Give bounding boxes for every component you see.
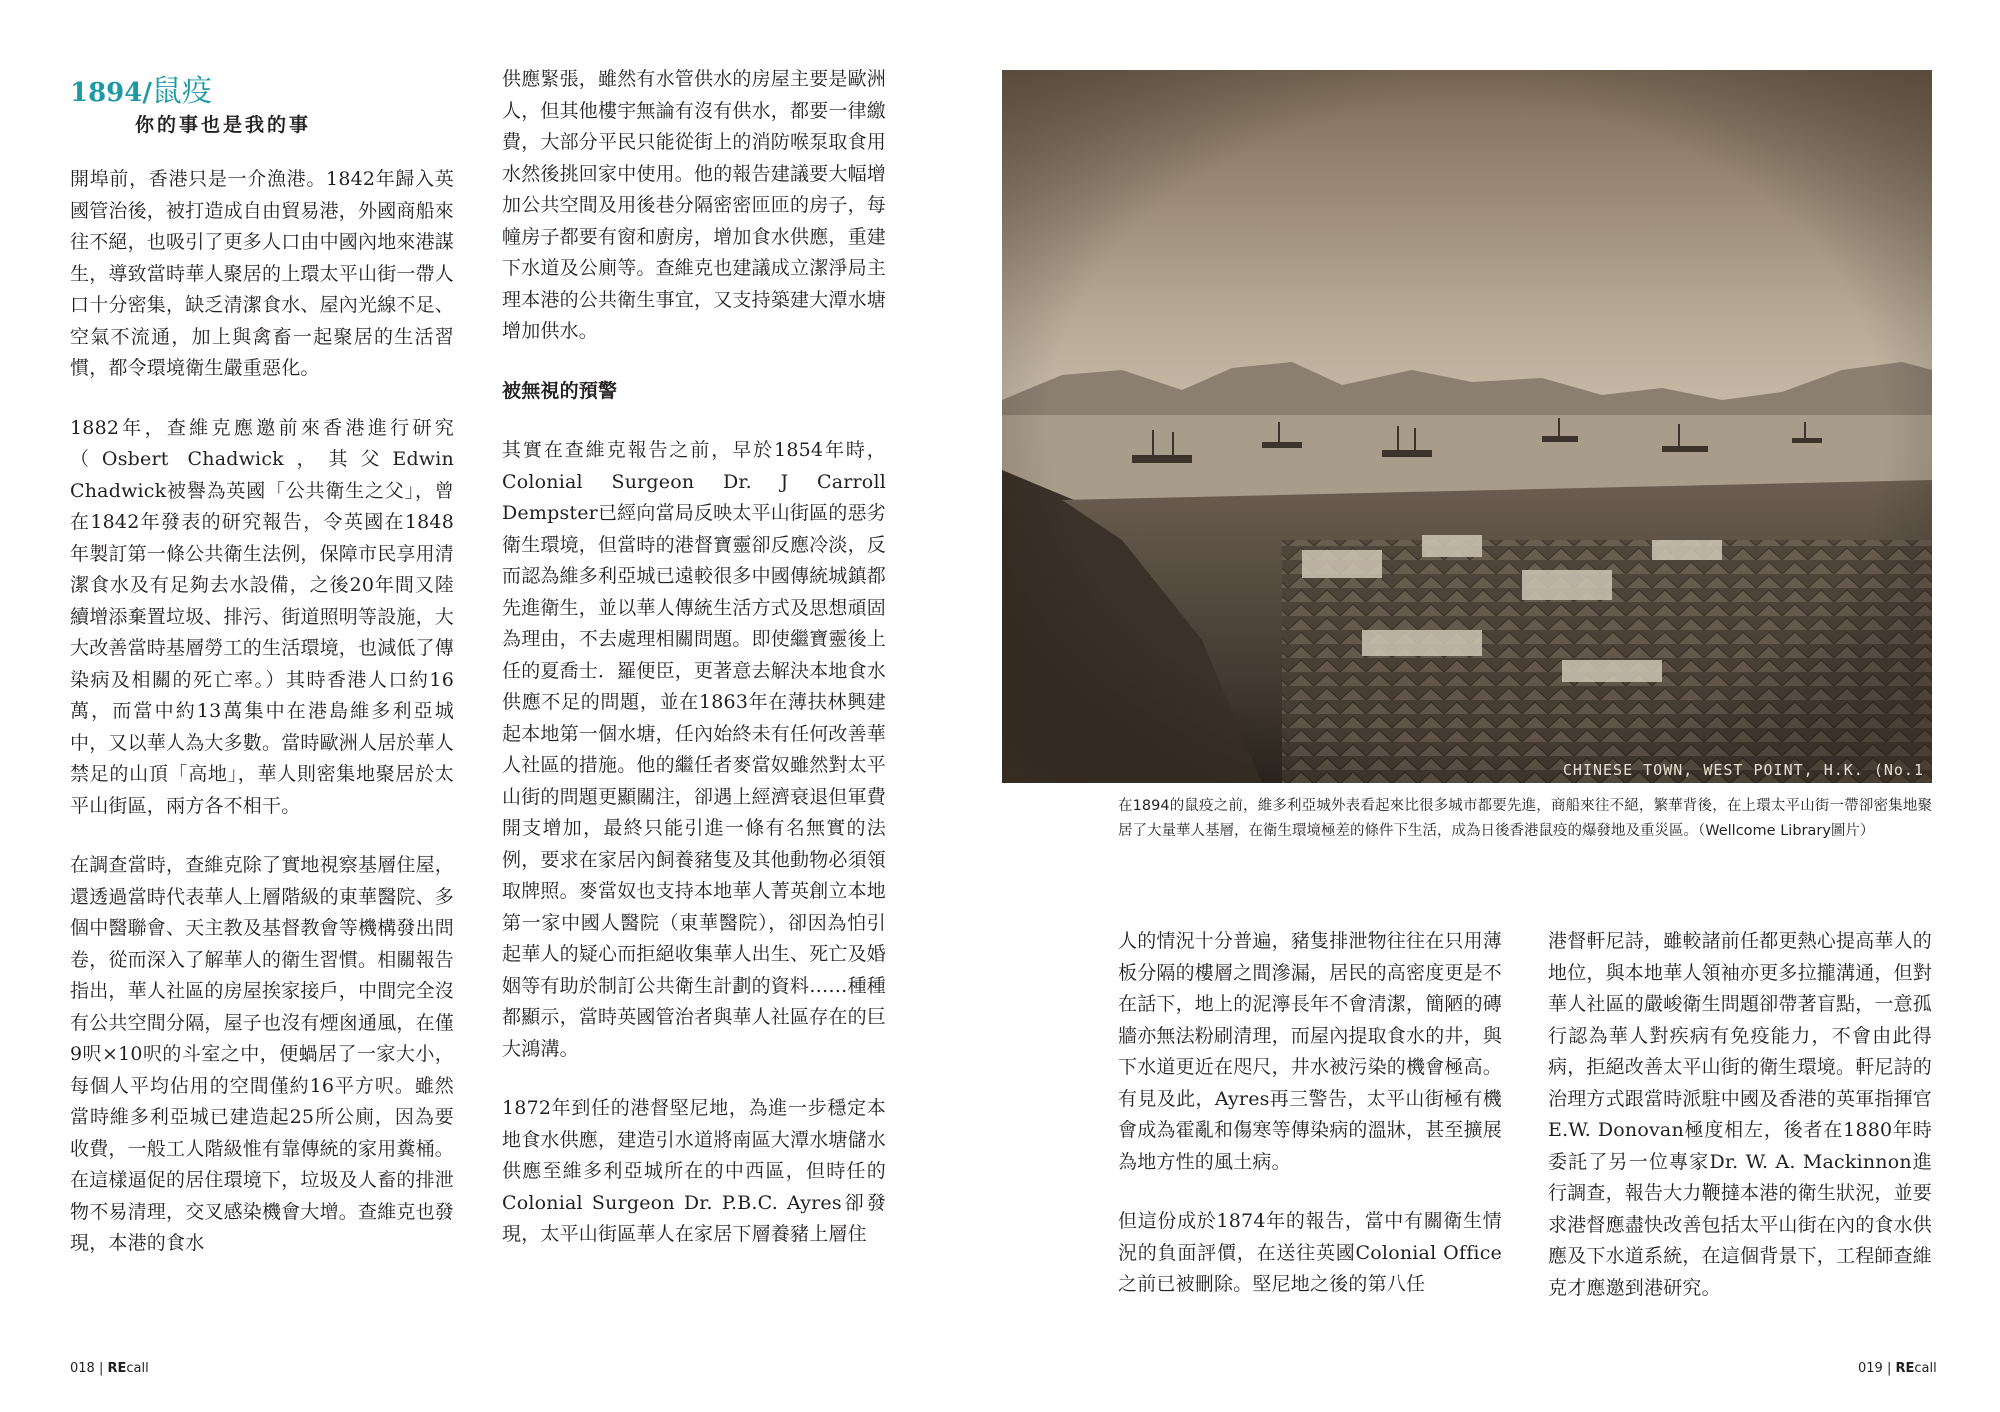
photo-inscription: CHINESE TOWN, WEST POINT, H.K. (No.1 (1562, 761, 1924, 779)
magazine-name-rest: call (1914, 1361, 1937, 1376)
text-column-4 (1548, 926, 1932, 1332)
footer-right (1858, 1361, 1937, 1376)
text-column-3 (1118, 926, 1502, 1329)
text-column-1 (70, 164, 454, 1288)
footer-separator: | (1886, 1361, 1892, 1376)
paragraph: 1872年到任的港督堅尼地，為進一步穩定本地食水供應，建造引水道將南區大潭水塘儲水供應至維多利亞城所在的中西區，但時任的Colonial Surgeon Dr. P.B.C. Ayres卻發現，太平山街區華人在家居下層養豬上層住 (502, 1097, 887, 1245)
photo-caption: 在1894的鼠疫之前，維多利亞城外表看起來比很多城市都要先進，商船來往不絕，繁華背後，在上環太平山街一帶卻密集地聚居了大量華人基層，在衛生環境極差的條件下生活，成為日後香港鼠疫的爆發地及重災區。（Wellcome Library圖片） (1118, 798, 1932, 839)
text-column-2 (502, 64, 886, 1279)
footer-left (70, 1361, 149, 1376)
article-title (70, 66, 212, 110)
historical-photo (1002, 70, 1932, 783)
page-number: 019 (1858, 1361, 1883, 1376)
footer-separator: | (98, 1361, 104, 1376)
paragraph: 供應緊張，雖然有水管供水的房屋主要是歐洲人，但其他樓宇無論有沒有供水，都要一律繳費，大部分平民只能從街上的消防喉泵取食用水然後挑回家中使用。他的報告建議要大幅增加公共空間及用後巷分隔密密匝匝的房子，每幢房子都要有窗和廚房，增加食水供應，重建下水道及公廁等。查維克也建議成立潔淨局主理本港的公共衛生事宜，又支持築建大潭水塘增加供水。 (502, 68, 887, 342)
magazine-name-bold: RE (107, 1361, 127, 1376)
paragraph: 1882年，查維克應邀前來香港進行研究（Osbert Chadwick，其父Edwin Chadwick被譽為英國「公共衛生之父」，曾在1842年發表的研究報告，令英國在1848年製訂第一條公共衛生法例，保障市民享用清潔食水及有足夠去水設備，之後20年間又陸續增添棄置垃圾、排污、街道照明等設施，大大改善當時基層勞工的生活環境，也減低了傳染病及相關的死亡率。）其時香港人口約16萬，而當中約13萬集中在港島維多利亞城中，又以華人為大多數。當時歐洲人居於華人禁足的山頂「高地」，華人則密集地聚居於太平山街區，兩方各不相干。 (70, 416, 455, 817)
title-year: 1894/ (70, 78, 152, 108)
page-number: 018 (70, 1361, 95, 1376)
paragraph: 其實在查維克報告之前，早於1854年時，Colonial Surgeon Dr. J Carroll Dempster已經向當局反映太平山街區的惡劣衛生環境，但當時的港督寶靈卻反應冷淡，反而認為維多利亞城已遠較很多中國傳統城鎮都先進衛生，並以華人傳統生活方式及思想頑固為理由，不去處理相關問題。即使繼寶靈後上任的夏喬士．羅便臣，更著意去解決本地食水供應不足的問題，並在1863年在薄扶林興建起本地第一個水塘，任內始終未有任何改善華人社區的措施。他的繼任者麥當奴雖然對太平山街的問題更顯關注，卻遇上經濟衰退但軍費開支增加，最終只能引進一條有名無實的法例，要求在家居內飼養豬隻及其他動物必須領取牌照。麥當奴也支持本地華人菁英創立本地第一家中國人醫院（東華醫院），卻因為怕引起華人的疑心而拒絕收集華人出生、死亡及婚姻等有助於制訂公共衛生計劃的資料……種種都顯示，當時英國管治者與華人社區存在的巨大鴻溝。 (502, 439, 887, 1060)
magazine-name-rest: call (126, 1361, 149, 1376)
paragraph: 但這份成於1874年的報告，當中有關衛生情況的負面評價，在送往英國Colonial Office之前已被刪除。堅尼地之後的第八任 (1118, 1210, 1502, 1295)
paragraph: 開埠前，香港只是一介漁港。1842年歸入英國管治後，被打造成自由貿易港，外國商船來往不絕，也吸引了更多人口由中國內地來港謀生，導致當時華人聚居的上環太平山街一帶人口十分密集，缺乏清潔食水、屋內光線不足、空氣不流通，加上與禽畜一起聚居的生活習慣，都令環境衛生嚴重惡化。 (70, 168, 455, 379)
magazine-name-bold: RE (1895, 1361, 1915, 1376)
section-subheading: 被無視的預警 (502, 379, 618, 402)
article-subtitle: 你的事也是我的事 (135, 114, 312, 136)
paragraph: 在調查當時，查維克除了實地視察基層住屋，還透過當時代表華人上層階級的東華醫院、多個中醫聯會、天主教及基督教會等機構發出問卷，從而深入了解華人的衛生習慣。相關報告指出，華人社區的房屋挨家接戶，中間完全沒有公共空間分隔，屋子也沒有煙囪通風，在僅9呎×10呎的斗室之中，便蝸居了一家大小，每個人平均佔用的空間僅約16平方呎。雖然當時維多利亞城已建造起25所公廁，因為要收費，一般工人階級惟有靠傳統的家用糞桶。在這樣逼促的居住環境下，垃圾及人畜的排泄物不易清理，交叉感染機會大增。查維克也發現，本港的食水 (70, 854, 455, 1254)
harbour-cityscape-image (1002, 70, 1932, 783)
paragraph: 人的情況十分普遍，豬隻排泄物往往在只用薄板分隔的樓層之間滲漏，居民的高密度更是不在話下，地上的泥濘長年不會清潔，簡陋的磚牆亦無法粉刷清理，而屋內提取食水的井，與下水道更近在咫尺，井水被污染的機會極高。有見及此，Ayres再三警告，太平山街極有機會成為霍亂和傷寒等傳染病的溫牀，甚至擴展為地方性的風土病。 (1118, 930, 1503, 1173)
title-text: 鼠疫 (151, 74, 212, 109)
paragraph: 港督軒尼詩，雖較諸前任都更熱心提高華人的地位，與本地華人領袖亦更多拉攏溝通，但對華人社區的嚴峻衛生問題卻帶著盲點，一意孤行認為華人對疾病有免疫能力，不會由此得病，拒絕改善太平山街的衛生環境。軒尼詩的治理方式跟當時派駐中國及香港的英軍指揮官E.W. Donovan極度相左，後者在1880年時委託了另一位專家Dr. W. A. Mackinnon進行調查，報告大力鞭撻本港的衛生狀況，並要求港督應盡快改善包括太平山街在內的食水供應及下水道系統，在這個背景下，工程師查維克才應邀到港研究。 (1548, 930, 1933, 1299)
